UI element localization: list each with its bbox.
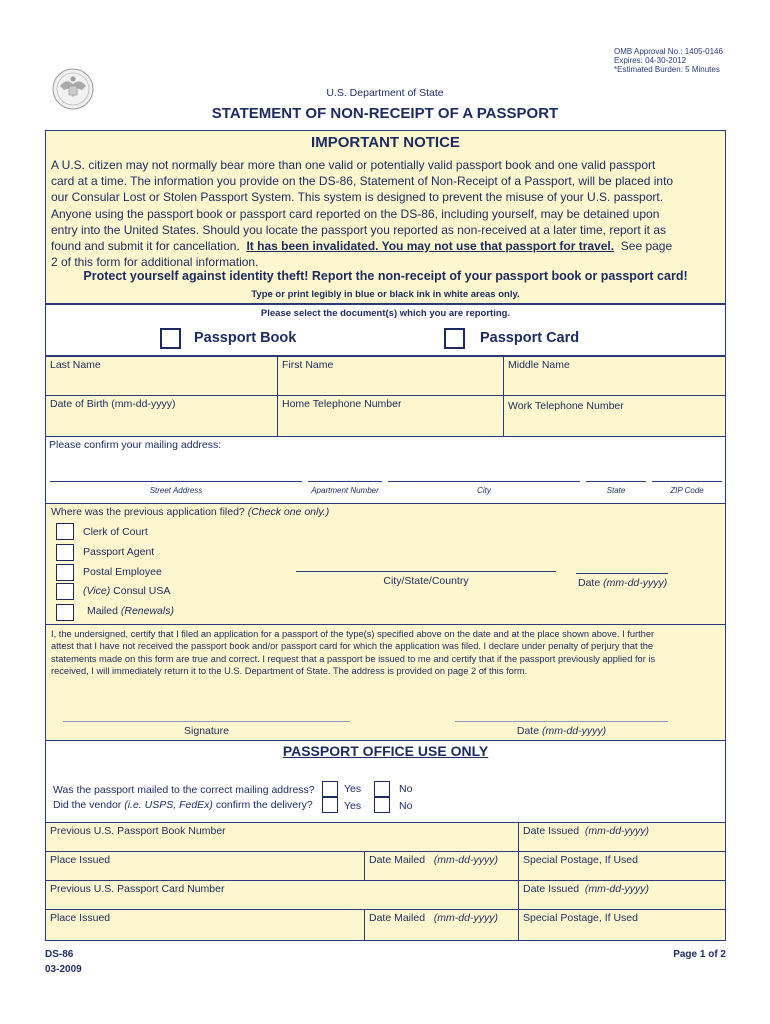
first-name-field[interactable]: First Name bbox=[277, 356, 504, 396]
book-date-mailed-field[interactable]: Date Mailed (mm-dd-yyyy) bbox=[364, 851, 519, 881]
office-use-heading: PASSPORT OFFICE USE ONLY bbox=[282, 743, 489, 759]
mailing-address-label: Please confirm your mailing address: bbox=[49, 439, 222, 451]
omb-block bbox=[614, 47, 723, 74]
passport-agent-label: Passport Agent bbox=[83, 546, 155, 558]
passport-book-checkbox[interactable] bbox=[160, 328, 181, 349]
notice-line: A U.S. citizen may not normally bear more than one valid or potentially valid passport book and one valid passport bbox=[51, 158, 656, 172]
passport-book-label: Passport Book bbox=[194, 330, 297, 346]
application-date-line[interactable] bbox=[576, 573, 668, 574]
street-line[interactable] bbox=[50, 481, 302, 482]
notice-line: found and submit it for cancellation. It has been invalidated. You may not use that passport for travel. See page bbox=[51, 239, 673, 254]
vendor-no-label: No bbox=[399, 800, 413, 812]
city-state-country-line[interactable] bbox=[296, 571, 556, 572]
card-special-postage-field[interactable]: Special Postage, If Used bbox=[518, 909, 726, 941]
signature-date-label: Date (mm-dd-yyyy) bbox=[516, 725, 607, 737]
vendor-no-checkbox[interactable] bbox=[374, 797, 390, 813]
last-name-field[interactable]: Last Name bbox=[45, 356, 278, 396]
ink-instruction: Type or print legibly in blue or black ink in white areas only. bbox=[251, 289, 520, 300]
card-date-issued-field[interactable]: Date Issued (mm-dd-yyyy) bbox=[518, 880, 726, 910]
page-number: Page 1 of 2 bbox=[673, 949, 726, 960]
certification-line: attest that I have not received the passport book and/or passport card for which the application was filed. I declare under penalty of perjury that the bbox=[51, 641, 654, 652]
book-number-field[interactable]: Previous U.S. Passport Book Number bbox=[45, 822, 519, 852]
certification-line: statements made on this form are true and correct. I request that a passport be issued to me and certify that if the passport previously applied for is bbox=[51, 653, 656, 664]
postal-employee-checkbox[interactable] bbox=[56, 564, 74, 581]
mailed-no-label: No bbox=[399, 783, 413, 795]
notice-heading: IMPORTANT NOTICE bbox=[311, 134, 460, 151]
passport-agent-checkbox[interactable] bbox=[56, 544, 74, 561]
certification-line: received, I will immediately return it to the U.S. Department of State. The address is provided on page 2 of this form. bbox=[51, 666, 528, 677]
dob-field[interactable]: Date of Birth (mm-dd-yyyy) bbox=[45, 395, 278, 437]
notice-line: 2 of this form for additional information. bbox=[51, 255, 259, 270]
apartment-line[interactable] bbox=[308, 481, 382, 482]
card-date-mailed-field[interactable]: Date Mailed (mm-dd-yyyy) bbox=[364, 909, 519, 941]
notice-line: entry into the United States. Should you locate the passport you reported as non-received at a later time, report it as bbox=[51, 222, 667, 237]
application-question: Where was the previous application filed? (Check one only.) bbox=[51, 506, 330, 518]
zip-label: ZIP Code bbox=[670, 486, 704, 495]
invalidated-warning: It has been invalidated. You may not use that passport for travel. bbox=[246, 239, 615, 254]
signature-date-line[interactable] bbox=[455, 721, 668, 722]
city-line[interactable] bbox=[388, 481, 580, 482]
state-line[interactable] bbox=[586, 481, 646, 482]
zip-line[interactable] bbox=[652, 481, 722, 482]
passport-card-label: Passport Card bbox=[480, 330, 580, 346]
form-date: 03-2009 bbox=[45, 964, 82, 975]
book-special-postage-field[interactable]: Special Postage, If Used bbox=[518, 851, 726, 881]
signature-line[interactable] bbox=[63, 721, 350, 722]
certification-line: I, the undersigned, certify that I filed an application for a passport of the type(s) specified above on the date and at the place shown above. I further bbox=[51, 629, 655, 639]
department: U.S. Department of State bbox=[326, 87, 444, 99]
postal-employee-label: Postal Employee bbox=[83, 566, 162, 578]
book-place-issued-field[interactable]: Place Issued bbox=[45, 851, 365, 881]
signature-label: Signature bbox=[184, 725, 229, 737]
omb-expires: Expires: 04-30-2012 bbox=[614, 56, 687, 65]
consul-label: (Vice) Consul USA bbox=[83, 585, 171, 597]
protect-warning: Protect yourself against identity theft! Report the non-receipt of your passport book or passport card! bbox=[83, 269, 688, 283]
mailed-yes-label: Yes bbox=[344, 783, 362, 795]
card-number-field[interactable]: Previous U.S. Passport Card Number bbox=[45, 880, 519, 910]
document-instruction: Please select the document(s) which you are reporting. bbox=[260, 308, 511, 319]
passport-card-checkbox[interactable] bbox=[444, 328, 465, 349]
mailed-yes-checkbox[interactable] bbox=[322, 781, 338, 797]
vendor-yes-checkbox[interactable] bbox=[322, 797, 338, 813]
notice-text bbox=[51, 157, 723, 270]
page-title: STATEMENT OF NON-RECEIPT OF A PASSPORT bbox=[211, 105, 559, 122]
notice-line: Anyone using the passport book or passport card reported on the DS-86, including yourself, may be detained upon bbox=[51, 206, 660, 221]
city-state-country-label: City/State/Country bbox=[383, 575, 469, 587]
form-id: DS-86 bbox=[45, 949, 74, 960]
card-place-issued-field[interactable]: Place Issued bbox=[45, 909, 365, 941]
certification-text bbox=[51, 628, 723, 678]
middle-name-field[interactable]: Middle Name bbox=[503, 356, 726, 396]
mailed-no-checkbox[interactable] bbox=[374, 781, 390, 797]
mailed-label: Mailed (Renewals) bbox=[87, 605, 174, 617]
apartment-label: Apartment Number bbox=[311, 486, 379, 495]
vendor-yes-label: Yes bbox=[344, 800, 362, 812]
mailed-correct-question: Was the passport mailed to the correct mailing address? bbox=[53, 784, 315, 796]
state-label: State bbox=[606, 486, 626, 495]
vendor-confirm-question: Did the vendor (i.e. USPS, FedEx) confirm the delivery? bbox=[53, 799, 313, 811]
application-date-label: Date (mm-dd-yyyy) bbox=[578, 577, 668, 589]
home-phone-field[interactable]: Home Telephone Number bbox=[277, 395, 504, 437]
clerk-of-court-label: Clerk of Court bbox=[83, 526, 148, 538]
work-phone-field[interactable]: Work Telephone Number bbox=[503, 395, 726, 437]
city-label: City bbox=[477, 486, 491, 495]
omb-approval: OMB Approval No.: 1405-0146 bbox=[614, 47, 723, 56]
omb-burden: *Estimated Burden: 5 Minutes bbox=[614, 65, 720, 74]
mailed-checkbox[interactable] bbox=[56, 604, 74, 621]
clerk-of-court-checkbox[interactable] bbox=[56, 523, 74, 540]
notice-line: our Consular Lost or Stolen Passport System. This system is designed to prevent the misuse of your U.S. passport. bbox=[51, 190, 664, 205]
street-label: Street Address bbox=[149, 486, 203, 495]
notice-line: card at a time. The information you provide on the DS-86, Statement of Non-Receipt of a Passport, will be placed into bbox=[51, 174, 674, 189]
consul-checkbox[interactable] bbox=[56, 583, 74, 600]
book-date-issued-field[interactable]: Date Issued (mm-dd-yyyy) bbox=[518, 822, 726, 852]
